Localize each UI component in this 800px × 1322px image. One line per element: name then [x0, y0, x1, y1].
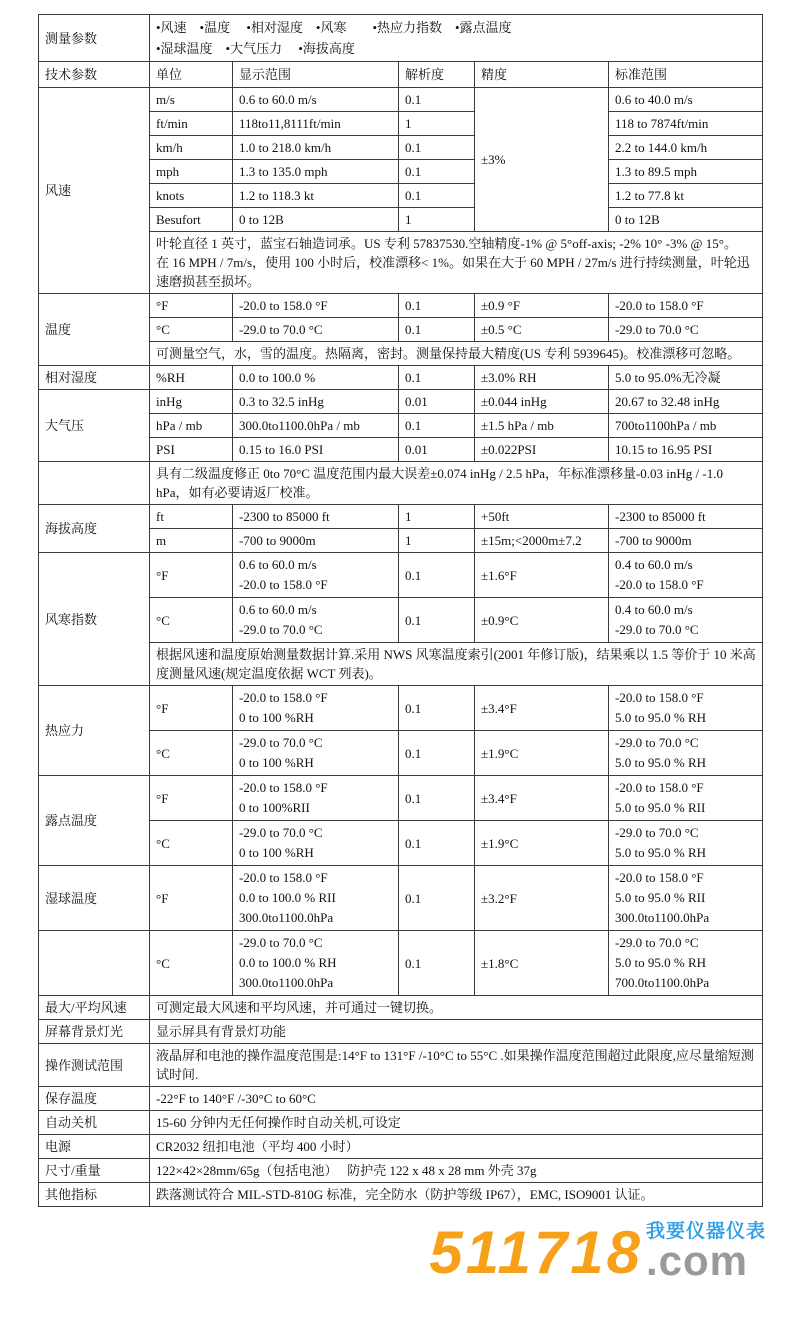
standard-line: 0.4 to 60.0 m/s — [615, 602, 693, 617]
display-cell: -29.0 to 70.0 °C — [233, 318, 399, 342]
display-cell — [233, 553, 399, 598]
standard-line: -29.0 to 70.0 °C — [615, 735, 699, 750]
unit-cell: °F — [150, 553, 233, 598]
standard-cell: 10.15 to 16.95 PSI — [609, 438, 763, 462]
site-logo[interactable] — [429, 1219, 766, 1286]
row-label: 操作测试范围 — [39, 1044, 150, 1087]
measure-params-label: 测量参数 — [39, 15, 150, 62]
standard-cell: 20.67 to 32.48 inHg — [609, 390, 763, 414]
display-line: -20.0 to 158.0 °F — [239, 690, 328, 705]
display-line: 0 to 100 %RH — [239, 710, 314, 725]
unit-cell: °C — [150, 731, 233, 776]
display-cell: 0.3 to 32.5 inHg — [233, 390, 399, 414]
row-measure-params — [39, 15, 763, 62]
standard-cell — [609, 931, 763, 996]
display-cell — [233, 931, 399, 996]
display-cell — [233, 598, 399, 643]
accuracy-cell: ±3.0% RH — [475, 366, 609, 390]
logo-right-block — [645, 1221, 766, 1284]
accuracy-cell: ±0.022PSI — [475, 438, 609, 462]
accuracy-cell: ±1.5 hPa / mb — [475, 414, 609, 438]
standard-cell: -20.0 to 158.0 °F — [609, 294, 763, 318]
spec-table — [38, 14, 763, 1207]
row-value: 可测定最大风速和平均风速，并可通过一键切换。 — [150, 996, 763, 1020]
unit-cell: °C — [150, 318, 233, 342]
display-cell — [233, 776, 399, 821]
humidity-label: 相对湿度 — [39, 366, 150, 390]
display-cell: 0.6 to 60.0 m/s — [233, 88, 399, 112]
unit-cell: Besufort — [150, 208, 233, 232]
accuracy-cell: ±1.9°C — [475, 821, 609, 866]
display-line: -29.0 to 70.0 °C — [239, 825, 323, 840]
display-line: 0 to 100 %RH — [239, 755, 314, 770]
resolution-cell: 0.1 — [399, 821, 475, 866]
row-pressure-inhg — [39, 390, 763, 414]
accuracy-cell: ±1.8°C — [475, 931, 609, 996]
row-power — [39, 1135, 763, 1159]
resolution-cell: 0.1 — [399, 414, 475, 438]
header-param: 技术参数 — [39, 62, 150, 88]
row-storage-temp — [39, 1087, 763, 1111]
display-cell — [233, 686, 399, 731]
resolution-cell: 1 — [399, 208, 475, 232]
header-resolution: 解析度 — [399, 62, 475, 88]
standard-cell: 118 to 7874ft/min — [609, 112, 763, 136]
standard-line: 0.4 to 60.0 m/s — [615, 557, 693, 572]
standard-cell — [609, 866, 763, 931]
wind-chill-label: 风寒指数 — [39, 553, 150, 686]
display-line: 300.0to1100.0hPa — [239, 910, 334, 925]
resolution-cell: 0.1 — [399, 931, 475, 996]
standard-cell: -29.0 to 70.0 °C — [609, 318, 763, 342]
resolution-cell: 0.1 — [399, 776, 475, 821]
row-wet-bulb-f — [39, 866, 763, 931]
standard-line: 5.0 to 95.0 % RH — [615, 955, 706, 970]
wind-speed-note-2: 在 16 MPH / 7m/s，使用 100 小时后，校准漂移< 1%。如果在大于 60 MPH / 27m/s 进行持续测量，叶轮迅速磨损甚至损坏。 — [156, 255, 750, 289]
display-line: 0.6 to 60.0 m/s — [239, 557, 317, 572]
unit-cell: °C — [150, 821, 233, 866]
unit-cell: ft/min — [150, 112, 233, 136]
display-line: 0 to 100%RII — [239, 800, 310, 815]
resolution-cell: 0.01 — [399, 390, 475, 414]
resolution-cell: 0.1 — [399, 88, 475, 112]
row-wind-chill-f — [39, 553, 763, 598]
standard-line: -20.0 to 158.0 °F — [615, 577, 704, 592]
row-value: 跌落测试符合 MIL-STD-810G 标准，完全防水（防护等级 IP67），EMC, ISO9001 认证。 — [150, 1183, 763, 1207]
unit-cell: PSI — [150, 438, 233, 462]
resolution-cell: 0.1 — [399, 136, 475, 160]
resolution-cell: 0.1 — [399, 598, 475, 643]
display-cell: -20.0 to 158.0 °F — [233, 294, 399, 318]
standard-line: 300.0to1100.0hPa — [615, 910, 710, 925]
unit-cell: km/h — [150, 136, 233, 160]
resolution-cell: 0.1 — [399, 866, 475, 931]
standard-cell: 1.3 to 89.5 mph — [609, 160, 763, 184]
header-unit: 单位 — [150, 62, 233, 88]
unit-cell: °F — [150, 294, 233, 318]
unit-cell: °F — [150, 776, 233, 821]
accuracy-cell: ±0.9 °F — [475, 294, 609, 318]
logo-number: 511718 — [429, 1219, 643, 1286]
standard-cell: 700to1100hPa / mb — [609, 414, 763, 438]
resolution-cell: 0.1 — [399, 318, 475, 342]
resolution-cell: 0.1 — [399, 553, 475, 598]
row-wet-bulb-c — [39, 931, 763, 996]
row-heat-stress-f — [39, 686, 763, 731]
standard-cell — [609, 776, 763, 821]
empty-label-cell — [39, 931, 150, 996]
unit-cell: m/s — [150, 88, 233, 112]
header-display-range: 显示范围 — [233, 62, 399, 88]
row-wind-speed-ms — [39, 88, 763, 112]
display-line: -20.0 to 158.0 °F — [239, 577, 328, 592]
display-line: 0.0 to 100.0 % RII — [239, 890, 336, 905]
display-line: -20.0 to 158.0 °F — [239, 870, 328, 885]
heat-stress-label: 热应力 — [39, 686, 150, 776]
resolution-cell: 0.1 — [399, 160, 475, 184]
standard-cell: -700 to 9000m — [609, 529, 763, 553]
display-cell — [233, 821, 399, 866]
display-line: 300.0to1100.0hPa — [239, 975, 334, 990]
accuracy-cell: ±3.4°F — [475, 686, 609, 731]
note-cell — [150, 232, 763, 294]
resolution-cell: 1 — [399, 112, 475, 136]
row-backlight — [39, 1020, 763, 1044]
footer — [0, 1207, 800, 1286]
standard-cell: 1.2 to 77.8 kt — [609, 184, 763, 208]
display-line: 0.6 to 60.0 m/s — [239, 602, 317, 617]
display-line: 0.0 to 100.0 % RH — [239, 955, 337, 970]
accuracy-cell: ±3% — [475, 88, 609, 232]
accuracy-cell: ±3.4°F — [475, 776, 609, 821]
standard-line: -29.0 to 70.0 °C — [615, 935, 699, 950]
resolution-cell: 0.1 — [399, 366, 475, 390]
accuracy-cell: ±1.9°C — [475, 731, 609, 776]
display-cell: 0 to 12B — [233, 208, 399, 232]
display-cell — [233, 731, 399, 776]
row-value: 显示屏具有背景灯功能 — [150, 1020, 763, 1044]
resolution-cell: 1 — [399, 505, 475, 529]
standard-cell: -2300 to 85000 ft — [609, 505, 763, 529]
row-max-avg-wind — [39, 996, 763, 1020]
standard-line: -20.0 to 158.0 °F — [615, 870, 704, 885]
display-cell: 1.3 to 135.0 mph — [233, 160, 399, 184]
standard-cell — [609, 686, 763, 731]
wet-bulb-label: 湿球温度 — [39, 866, 150, 931]
measure-params-values — [150, 15, 763, 62]
header-accuracy: 精度 — [475, 62, 609, 88]
row-size-weight — [39, 1159, 763, 1183]
standard-cell — [609, 553, 763, 598]
accuracy-cell: ±0.044 inHg — [475, 390, 609, 414]
standard-line: -20.0 to 158.0 °F — [615, 780, 704, 795]
display-cell: -2300 to 85000 ft — [233, 505, 399, 529]
unit-cell: knots — [150, 184, 233, 208]
resolution-cell: 0.1 — [399, 731, 475, 776]
row-value: 液晶屏和电池的操作温度范围是:14°F to 131°F /-10°C to 55°C .如果操作温度范围超过此限度,应尽量缩短测试时间. — [150, 1044, 763, 1087]
row-altitude-ft — [39, 505, 763, 529]
row-other-specs — [39, 1183, 763, 1207]
resolution-cell: 0.1 — [399, 686, 475, 731]
unit-cell: °C — [150, 931, 233, 996]
standard-line: 5.0 to 95.0 % RH — [615, 710, 706, 725]
unit-cell: °F — [150, 686, 233, 731]
row-label: 尺寸/重量 — [39, 1159, 150, 1183]
standard-cell: 0.6 to 40.0 m/s — [609, 88, 763, 112]
logo-tagline: 我要仪器仪表 — [645, 1221, 766, 1242]
empty-label-cell — [39, 462, 150, 505]
wind-speed-note-1: 叶轮直径 1 英寸，蓝宝石轴造词承。US 专利 57837530.空轴精度-1% @ 5°off-axis; -2% 10° -3% @ 15°。 — [156, 236, 737, 251]
wind-speed-label: 风速 — [39, 88, 150, 294]
unit-cell: ft — [150, 505, 233, 529]
header-standard-range: 标准范围 — [609, 62, 763, 88]
display-cell: 1.2 to 118.3 kt — [233, 184, 399, 208]
display-line: -29.0 to 70.0 °C — [239, 622, 323, 637]
display-cell — [233, 866, 399, 931]
dew-point-label: 露点温度 — [39, 776, 150, 866]
standard-line: 5.0 to 95.0 % RII — [615, 890, 706, 905]
unit-cell: °C — [150, 598, 233, 643]
row-label: 最大/平均风速 — [39, 996, 150, 1020]
row-humidity — [39, 366, 763, 390]
accuracy-cell: ±0.5 °C — [475, 318, 609, 342]
display-cell: -700 to 9000m — [233, 529, 399, 553]
row-value: CR2032 纽扣电池（平均 400 小时） — [150, 1135, 763, 1159]
row-pressure-note — [39, 462, 763, 505]
resolution-cell: 1 — [399, 529, 475, 553]
display-line: 0 to 100 %RH — [239, 845, 314, 860]
display-cell: 300.0to1100.0hPa / mb — [233, 414, 399, 438]
row-label: 自动关机 — [39, 1111, 150, 1135]
display-cell: 0.15 to 16.0 PSI — [233, 438, 399, 462]
display-line: -20.0 to 158.0 °F — [239, 780, 328, 795]
row-value: -22°F to 140°F /-30°C to 60°C — [150, 1087, 763, 1111]
standard-cell: 2.2 to 144.0 km/h — [609, 136, 763, 160]
row-label: 电源 — [39, 1135, 150, 1159]
note-cell: 根据风速和温度原始测量数据计算.采用 NWS 风寒温度索引(2001 年修订版)，结果乘以 1.5 等价于 10 米高度测量风速(规定温度依据 WCT 列表)。 — [150, 643, 763, 686]
row-label: 其他指标 — [39, 1183, 150, 1207]
measure-params-line1: •风速 •温度 •相对湿度 •风寒 •热应力指数 •露点温度 — [156, 20, 512, 35]
resolution-cell: 0.1 — [399, 294, 475, 318]
standard-line: 700.0to1100.0hPa — [615, 975, 710, 990]
note-cell: 可测量空气，水，雪的温度。热隔离，密封。测量保持最大精度(US 专利 5939645)。校准漂移可忽略。 — [150, 342, 763, 366]
unit-cell: m — [150, 529, 233, 553]
row-auto-off — [39, 1111, 763, 1135]
accuracy-cell: +50ft — [475, 505, 609, 529]
display-line: -29.0 to 70.0 °C — [239, 935, 323, 950]
standard-line: -29.0 to 70.0 °C — [615, 622, 699, 637]
standard-line: -29.0 to 70.0 °C — [615, 825, 699, 840]
standard-cell — [609, 731, 763, 776]
altitude-label: 海拔高度 — [39, 505, 150, 553]
unit-cell: inHg — [150, 390, 233, 414]
resolution-cell: 0.01 — [399, 438, 475, 462]
measure-params-line2: •湿球温度 •大气压力 •海拔高度 — [156, 41, 355, 56]
row-temperature-f — [39, 294, 763, 318]
unit-cell: °F — [150, 866, 233, 931]
standard-cell — [609, 598, 763, 643]
temperature-label: 温度 — [39, 294, 150, 366]
note-cell: 具有二级温度修正 0to 70°C 温度范围内最大误差±0.074 inHg / 2.5 hPa，年标准漂移量-0.03 inHg / -1.0 hPa，如有必要请返厂校准。 — [150, 462, 763, 505]
accuracy-cell: ±3.2°F — [475, 866, 609, 931]
display-cell: 1.0 to 218.0 km/h — [233, 136, 399, 160]
row-dew-point-f — [39, 776, 763, 821]
row-value: 122×42×28mm/65g（包括电池） 防护壳 122 x 48 x 28 mm 外壳 37g — [150, 1159, 763, 1183]
accuracy-cell: ±0.9°C — [475, 598, 609, 643]
display-cell: 118to11,8111ft/min — [233, 112, 399, 136]
accuracy-cell: ±15m;<2000m±7.2 — [475, 529, 609, 553]
standard-cell: 0 to 12B — [609, 208, 763, 232]
unit-cell: mph — [150, 160, 233, 184]
row-label: 屏幕背景灯光 — [39, 1020, 150, 1044]
standard-cell: 5.0 to 95.0%无冷凝 — [609, 366, 763, 390]
standard-line: 5.0 to 95.0 % RII — [615, 800, 706, 815]
display-line: -29.0 to 70.0 °C — [239, 735, 323, 750]
logo-domain: .com — [645, 1237, 749, 1284]
unit-cell: %RH — [150, 366, 233, 390]
standard-line: 5.0 to 95.0 % RH — [615, 755, 706, 770]
resolution-cell: 0.1 — [399, 184, 475, 208]
standard-line: -20.0 to 158.0 °F — [615, 690, 704, 705]
row-operating-range — [39, 1044, 763, 1087]
row-label: 保存温度 — [39, 1087, 150, 1111]
unit-cell: hPa / mb — [150, 414, 233, 438]
standard-line: 5.0 to 95.0 % RH — [615, 845, 706, 860]
row-column-headers — [39, 62, 763, 88]
row-value: 15-60 分钟内无任何操作时自动关机,可设定 — [150, 1111, 763, 1135]
display-cell: 0.0 to 100.0 % — [233, 366, 399, 390]
standard-cell — [609, 821, 763, 866]
accuracy-cell: ±1.6°F — [475, 553, 609, 598]
pressure-label: 大气压 — [39, 390, 150, 462]
